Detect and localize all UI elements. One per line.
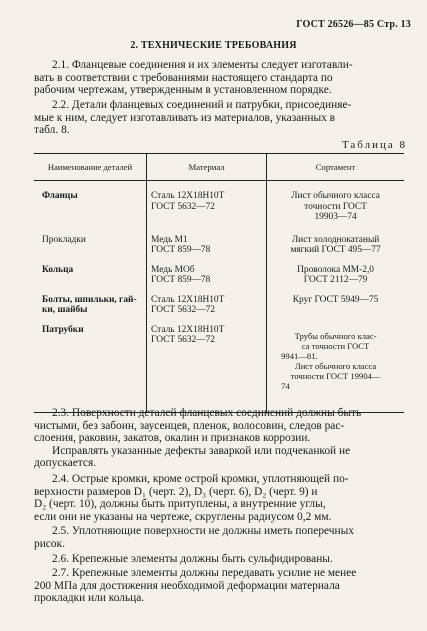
cell-line: ГОСТ 859—78 bbox=[151, 275, 211, 286]
cell-part-name: Болты, шпильки, гай- ки, шайбы bbox=[42, 294, 137, 316]
column-header-name: Наименование деталей bbox=[34, 154, 147, 181]
cell-assortment bbox=[267, 291, 404, 321]
cell-line: 19903—74 bbox=[314, 212, 357, 223]
cell-part-name: Кольца bbox=[42, 264, 74, 275]
text-line: 2.6. Крепежные элементы должны быть сульфидированы. bbox=[52, 553, 333, 565]
cell-line: Лист обычного класса bbox=[294, 360, 377, 371]
materials-table bbox=[34, 153, 404, 413]
cell-part-name: Фланцы bbox=[42, 191, 78, 201]
cell-line: ГОСТ 2112—79 bbox=[303, 275, 368, 286]
cell-line: Лист холоднокатаный bbox=[291, 234, 380, 245]
cell-line: ГОСТ 5632—72 bbox=[151, 201, 215, 212]
text-line: слоения, раковин, закатов, окалин и признаков коррозии. bbox=[34, 432, 311, 445]
cell-assortment bbox=[267, 261, 404, 291]
cell-line: Трубы обычного клас- bbox=[294, 330, 377, 341]
text-line: табл. 8. bbox=[34, 124, 70, 137]
cell-material bbox=[147, 321, 267, 413]
table-header-row bbox=[34, 154, 404, 181]
text-line: 2.4. Острые кромки, кроме острой кромки, уплотняющей по- bbox=[52, 473, 349, 485]
cell-material bbox=[147, 261, 267, 291]
cell-assortment bbox=[267, 321, 404, 413]
table-row bbox=[34, 231, 404, 261]
text-line: D₂ (черт. 10), должны быть притуплены, а внутренние углы, bbox=[34, 498, 326, 511]
page-header: ГОСТ 26526—85 Стр. 13 bbox=[296, 19, 411, 30]
text-line: допускается. bbox=[34, 457, 97, 470]
text-line: если они не указаны на чертеже, скруглены радиусом 0,2 мм. bbox=[34, 510, 332, 523]
table-row bbox=[34, 291, 404, 321]
paragraph-2-5 bbox=[34, 525, 404, 550]
text-line: вать в соответствии с требованиями настоящего стандарта по bbox=[34, 71, 333, 84]
cell-line: Проволока ММ-2,0 bbox=[297, 264, 374, 275]
cell-line: Медь МОб bbox=[151, 264, 195, 275]
cell-line: са точности ГОСТ bbox=[301, 340, 370, 351]
table-row bbox=[34, 261, 404, 291]
table-row bbox=[34, 181, 404, 231]
text-line: Исправлять указанные дефекты заваркой или подчеканкой не bbox=[52, 444, 351, 457]
cell-line: Сталь 12Х18Н10Т bbox=[151, 191, 225, 201]
text-line: 2.1. Фланцевые соединения и их элементы следует изготавли- bbox=[52, 59, 353, 71]
text-line: 2.7. Крепежные элементы должны передавать усилие не менее bbox=[52, 567, 357, 579]
text-line: 200 МПа для достижения необходимой деформации материала bbox=[34, 579, 340, 592]
text-line: рисок. bbox=[34, 537, 65, 550]
text-line: прокладки или кольца. bbox=[34, 592, 145, 605]
cell-part-name: Прокладки bbox=[42, 234, 86, 245]
paragraph-2-6 bbox=[34, 553, 404, 566]
cell-assortment bbox=[267, 181, 404, 231]
cell-assortment bbox=[267, 231, 404, 261]
cell-line: точности ГОСТ 19904— bbox=[290, 370, 381, 381]
cell-line: точности ГОСТ bbox=[304, 201, 367, 212]
cell-line: ГОСТ 5632—72 bbox=[151, 335, 215, 346]
cell-line: Сталь 12Х18Н10Т bbox=[151, 324, 225, 335]
column-header-assortment: Сортамент bbox=[267, 154, 404, 181]
section-title: 2. ТЕХНИЧЕСКИЕ ТРЕБОВАНИЯ bbox=[130, 40, 297, 51]
cell-line: ГОСТ 859—78 bbox=[151, 245, 211, 256]
cell-line: мягкий ГОСТ 495—77 bbox=[290, 245, 381, 256]
cell-line: Сталь 12Х18Н10Т bbox=[151, 294, 225, 305]
text-line: чистыми, без забоин, заусенцев, пленок, волосовин, следов рас- bbox=[34, 419, 345, 432]
text-line: 2.2. Детали фланцевых соединений и патрубки, присоединяе- bbox=[52, 99, 352, 111]
text-line: мые к ним, следует изготавливать из материалов, указанных в bbox=[34, 111, 336, 124]
paragraph-2-4 bbox=[34, 473, 404, 523]
table-row bbox=[34, 321, 404, 413]
text-line: рабочим чертежам, утвержденным в установленном порядке. bbox=[34, 84, 332, 97]
cell-line: ГОСТ 5632—72 bbox=[151, 305, 215, 316]
cell-line: Круг ГОСТ 5949—75 bbox=[292, 294, 379, 305]
cell-material bbox=[147, 231, 267, 261]
paragraph-2-1 bbox=[34, 59, 404, 97]
cell-line: 9941—81. bbox=[281, 350, 318, 361]
table-caption: Таблица 8 bbox=[341, 139, 407, 151]
cell-material bbox=[147, 181, 267, 231]
cell-line: 74 bbox=[281, 380, 290, 391]
text-line: 2.3. Поверхности деталей фланцевых соединений должны быть bbox=[52, 407, 362, 419]
column-header-material: Материал bbox=[147, 154, 267, 181]
paragraph-2-7 bbox=[34, 567, 404, 605]
cell-part-name: Патрубки bbox=[34, 321, 147, 413]
cell-line: Лист обычного класса bbox=[291, 191, 380, 201]
paragraph-2-2 bbox=[34, 99, 404, 137]
paragraph-2-3 bbox=[34, 407, 404, 470]
text-line: верхности размеров D₁ (черт. 2), D₃ (черт. 6), D₂ (черт. 9) и bbox=[34, 485, 318, 498]
cell-line: Медь М1 bbox=[151, 234, 188, 245]
cell-material bbox=[147, 291, 267, 321]
text-line: 2.5. Уплотняющие поверхности не должны иметь поперечных bbox=[52, 525, 354, 537]
